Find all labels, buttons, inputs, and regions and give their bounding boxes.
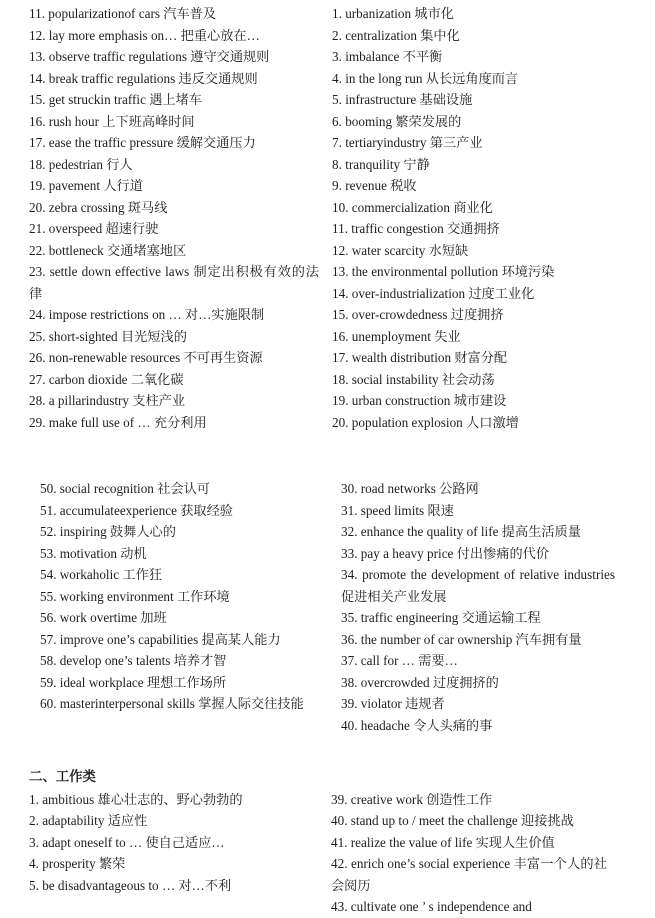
vocab-entry: 40. stand up to / meet the challenge 迎接挑战 — [331, 813, 574, 828]
block3-left-column — [29, 767, 319, 896]
vocab-entry: 11. traffic congestion 交通拥挤 — [332, 221, 500, 236]
vocab-entry: 57. improve one’s capabilities 提高某人能力 — [40, 631, 281, 647]
vocab-entry: 23. settle down effective laws 制定出积极有效的法律 — [29, 264, 319, 301]
vocab-entry: 50. social recognition 社会认可 — [40, 481, 210, 496]
vocab-entry: 20. zebra crossing 斑马线 — [29, 199, 168, 215]
vocab-entry: 3. imbalance 不平衡 — [332, 49, 443, 64]
vocab-entry: 3. adapt oneself to … 使自己适应… — [29, 834, 225, 850]
vocab-entry: 18. social instability 社会动荡 — [332, 371, 495, 387]
vocab-entry: 11. popularizationof cars 汽车普及 — [29, 6, 217, 21]
vocab-entry: 2. centralization 集中化 — [332, 27, 460, 43]
vocab-entry: 19. pavement 人行道 — [29, 178, 143, 193]
vocab-entry: 1. urbanization 城市化 — [332, 6, 454, 21]
vocab-entry: 43. cultivate one ’ s independence and — [331, 899, 532, 914]
vocab-entry: 14. break traffic regulations 违反交通规则 — [29, 70, 258, 86]
block1-left-column — [29, 3, 319, 433]
vocab-entry: 41. realize the value of life 实现人生价值 — [331, 834, 555, 850]
vocab-entry: 32. enhance the quality of life 提高生活质量 — [341, 524, 581, 539]
vocab-entry: 5. be disadvantageous to … 对…不利 — [29, 877, 232, 893]
vocab-entry: 59. ideal workplace 理想工作场所 — [40, 674, 227, 690]
vocab-entry: 14. over-industrialization 过度工业化 — [332, 285, 535, 301]
heading-spacer — [331, 767, 607, 789]
vocab-entry: 54. workaholic 工作狂 — [40, 567, 162, 582]
vocab-entry: 29. make full use of … 充分利用 — [29, 414, 207, 430]
vocab-entry: 25. short-sighted 目光短浅的 — [29, 328, 187, 344]
vocab-entry: 8. tranquility 宁静 — [332, 156, 430, 172]
vocab-entry: 10. commercialization 商业化 — [332, 199, 493, 215]
vocab-entry: 19. urban construction 城市建设 — [332, 393, 507, 408]
vocab-entry: 26. non-renewable resources 不可再生资源 — [29, 350, 263, 365]
vocab-entry: 12. water scarcity 水短缺 — [332, 242, 469, 258]
vocab-entry: 31. speed limits 限速 — [341, 502, 454, 518]
block3-right-column — [331, 767, 607, 918]
vocab-entry: 52. inspiring 鼓舞人心的 — [40, 524, 176, 539]
vocab-entry: 55. working environment 工作环境 — [40, 588, 230, 604]
vocab-entry: 17. wealth distribution 财富分配 — [332, 350, 508, 365]
block2-right-column — [341, 478, 615, 736]
vocab-entry: 12. lay more emphasis on… 把重心放在… — [29, 27, 260, 43]
vocab-entry: 58. develop one’s talents 培养才智 — [40, 653, 227, 668]
vocab-entry: 28. a pillarindustry 支柱产业 — [29, 393, 186, 408]
vocab-entry: 4. prosperity 繁荣 — [29, 856, 126, 871]
vocab-entry: 39. creative work 创造性工作 — [331, 791, 493, 807]
block1-right-column — [332, 3, 632, 433]
vocab-entry: 6. booming 繁荣发展的 — [332, 113, 462, 129]
vocab-entry: 36. the number of car ownership 汽车拥有量 — [341, 631, 582, 647]
vocab-entry: 33. pay a heavy price 付出惨痛的代价 — [341, 545, 550, 561]
vocab-entry: 4. in the long run 从长远角度而言 — [332, 70, 519, 86]
vocab-entry: 13. observe traffic regulations 遵守交通规则 — [29, 49, 270, 64]
vocab-entry: 39. violator 违规者 — [341, 696, 445, 711]
section-heading: 二、工作类 — [29, 770, 96, 785]
vocab-entry: 16. rush hour 上下班高峰时间 — [29, 113, 195, 129]
vocab-entry: 30. road networks 公路网 — [341, 481, 479, 496]
vocab-entry: 1. ambitious 雄心壮志的、野心勃勃的 — [29, 791, 243, 807]
vocab-entry: 7. tertiaryindustry 第三产业 — [332, 135, 483, 150]
vocab-entry: 53. motivation 动机 — [40, 545, 147, 561]
block2-left-column — [40, 478, 318, 715]
vocab-entry: 27. carbon dioxide 二氧化碳 — [29, 371, 184, 387]
vocab-entry: 15. over-crowdedness 过度拥挤 — [332, 307, 504, 322]
vocab-entry: 42. enrich one’s social experience 丰富一个人的社会阅历 — [331, 856, 607, 893]
vocab-entry: 60. masterinterpersonal skills 掌握人际交往技能 — [40, 696, 304, 711]
vocab-entry: 22. bottleneck 交通堵塞地区 — [29, 242, 187, 258]
vocab-entry: 15. get struckin traffic 遇上堵车 — [29, 92, 202, 107]
vocab-entry: 9. revenue 税收 — [332, 178, 417, 193]
vocab-entry: 51. accumulateexperience 获取经验 — [40, 502, 233, 518]
vocab-entry: 5. infrastructure 基础设施 — [332, 92, 473, 107]
vocab-entry: 13. the environmental pollution 环境污染 — [332, 264, 555, 279]
vocab-entry: 24. impose restrictions on … 对…实施限制 — [29, 307, 265, 322]
vocab-entry: 40. headache 令人头痛的事 — [341, 717, 493, 733]
vocab-entry: 17. ease the traffic pressure 缓解交通压力 — [29, 135, 256, 150]
vocab-entry: 35. traffic engineering 交通运输工程 — [341, 610, 541, 625]
vocab-entry: 38. overcrowded 过度拥挤的 — [341, 674, 499, 690]
vocab-entry: 16. unemployment 失业 — [332, 328, 461, 344]
vocab-entry: 18. pedestrian 行人 — [29, 156, 133, 172]
vocab-entry: 2. adaptability 适应性 — [29, 813, 148, 828]
vocab-entry: 20. population explosion 人口激增 — [332, 414, 519, 430]
vocab-entry: 21. overspeed 超速行驶 — [29, 221, 159, 236]
vocab-entry: 34. promote the development of relative industries 促进相关产业发展 — [341, 567, 615, 604]
vocab-entry: 37. call for … 需要… — [341, 653, 458, 668]
vocab-entry: 56. work overtime 加班 — [40, 610, 167, 625]
